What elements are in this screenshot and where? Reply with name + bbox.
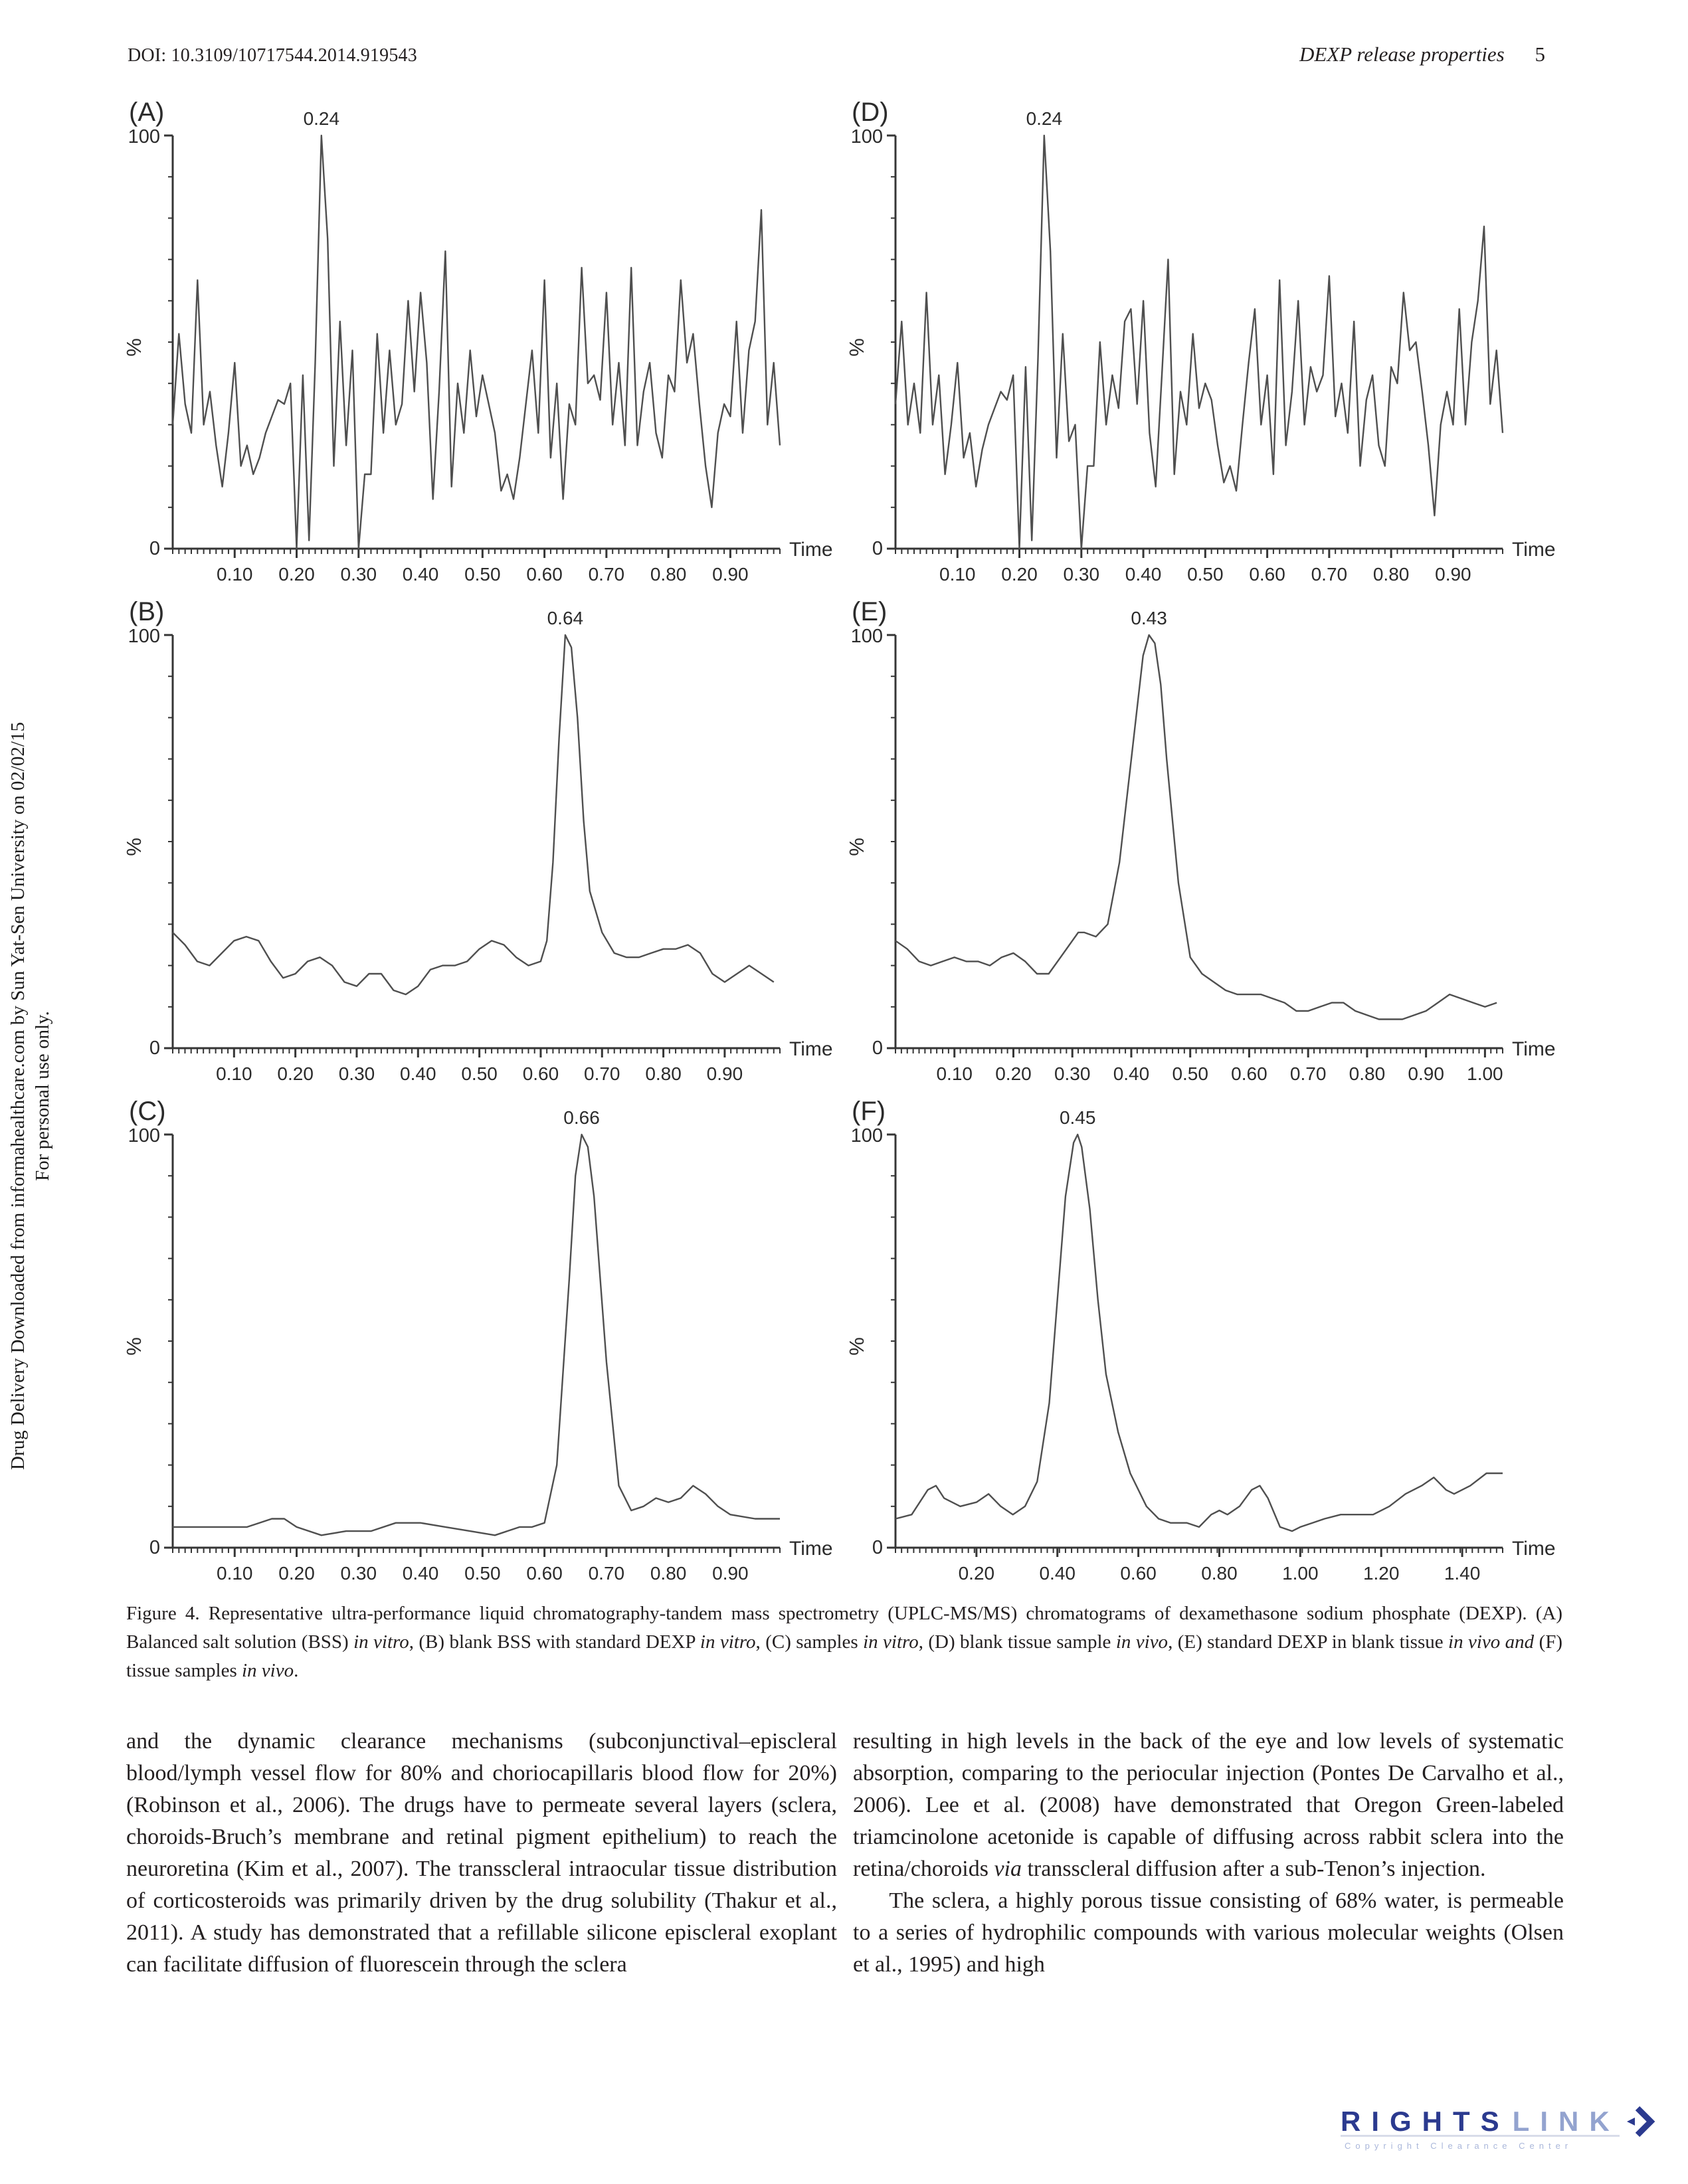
svg-text:0.10: 0.10 bbox=[936, 1063, 973, 1084]
chromatogram-svg-F bbox=[844, 1091, 1566, 1590]
svg-text:0.40: 0.40 bbox=[1113, 1063, 1150, 1084]
svg-text:0.10: 0.10 bbox=[939, 564, 976, 585]
body-paragraph-right-1: resulting in high levels in the back of the eye and low levels of systematic absorption, comparing to the periocular injection (Pontes De Carvalho et al., 2006). Lee et al. (2008) have demonstrated that Oregon Green-labeled triamcinolone acetonide is capable of diffusing across rabbit sclera into the retina/choroids via transscleral diffusion after a sub-Tenon’s injection. bbox=[853, 1729, 1564, 1881]
body-column-right bbox=[853, 1726, 1564, 1981]
svg-text:0.90: 0.90 bbox=[706, 1063, 743, 1084]
svg-text:0.24: 0.24 bbox=[1026, 108, 1063, 129]
download-notice-sidebar bbox=[6, 585, 56, 1607]
svg-text:0.30: 0.30 bbox=[1054, 1063, 1091, 1084]
svg-text:0.90: 0.90 bbox=[1435, 564, 1471, 585]
svg-text:100: 100 bbox=[850, 1125, 883, 1146]
svg-text:0.70: 0.70 bbox=[1289, 1063, 1327, 1084]
svg-text:0.80: 0.80 bbox=[1349, 1063, 1386, 1084]
rightslink-link-text: LINK bbox=[1512, 2106, 1620, 2137]
svg-text:Time: Time bbox=[789, 1038, 833, 1060]
svg-text:0: 0 bbox=[872, 1537, 883, 1558]
svg-text:Time: Time bbox=[789, 1538, 833, 1560]
svg-text:0.70: 0.70 bbox=[588, 1563, 625, 1584]
svg-text:0.10: 0.10 bbox=[216, 1063, 252, 1084]
svg-text:0.40: 0.40 bbox=[402, 1563, 439, 1584]
svg-text:0.40: 0.40 bbox=[1125, 564, 1162, 585]
rightslink-subtext: Copyright Clearance Center bbox=[1345, 2141, 1573, 2151]
svg-text:0.50: 0.50 bbox=[464, 564, 501, 585]
svg-text:Time: Time bbox=[1512, 539, 1556, 561]
svg-text:0: 0 bbox=[149, 1537, 160, 1558]
svg-text:1.20: 1.20 bbox=[1362, 1563, 1400, 1584]
svg-text:0.60: 0.60 bbox=[1249, 564, 1285, 585]
svg-text:0.10: 0.10 bbox=[217, 1563, 253, 1584]
svg-text:1.40: 1.40 bbox=[1444, 1563, 1481, 1584]
svg-text:Time: Time bbox=[1512, 1538, 1556, 1560]
svg-text:0.90: 0.90 bbox=[712, 1563, 749, 1584]
svg-text:0.50: 0.50 bbox=[461, 1063, 498, 1084]
svg-text:(A): (A) bbox=[129, 98, 165, 127]
chromatogram-panel-D bbox=[844, 92, 1566, 591]
chromatogram-panel-B bbox=[121, 591, 844, 1091]
svg-text:(B): (B) bbox=[129, 597, 165, 626]
svg-text:0.30: 0.30 bbox=[340, 564, 377, 585]
svg-text:%: % bbox=[122, 1337, 145, 1356]
svg-text:100: 100 bbox=[128, 1125, 160, 1146]
svg-text:%: % bbox=[845, 838, 868, 856]
svg-text:0.50: 0.50 bbox=[1172, 1063, 1208, 1084]
svg-text:0.30: 0.30 bbox=[1063, 564, 1100, 585]
page-number: 5 bbox=[1535, 43, 1545, 66]
svg-text:0.20: 0.20 bbox=[277, 1063, 314, 1084]
svg-text:(F): (F) bbox=[852, 1097, 886, 1126]
svg-text:Time: Time bbox=[789, 539, 833, 561]
svg-text:0: 0 bbox=[872, 538, 883, 559]
download-notice-line2: For personal use only. bbox=[32, 1011, 53, 1181]
svg-text:%: % bbox=[845, 1337, 868, 1356]
chromatogram-svg-D bbox=[844, 92, 1566, 591]
svg-text:0.90: 0.90 bbox=[712, 564, 749, 585]
svg-text:(C): (C) bbox=[129, 1097, 166, 1126]
svg-text:100: 100 bbox=[850, 126, 883, 147]
svg-text:0.10: 0.10 bbox=[217, 564, 253, 585]
rightslink-logo[interactable] bbox=[1341, 2104, 1653, 2151]
svg-text:0.30: 0.30 bbox=[340, 1563, 377, 1584]
chromatogram-svg-C bbox=[121, 1091, 844, 1590]
figure-caption: Figure 4. Representative ultra-performance liquid chromatography-tandem mass spectrometry (UPLC-MS/MS) chromatograms of dexamethasone sodium phosphate (DEXP). (A) Balanced salt solution (BSS) in vitro, (B) blank BSS with standard DEXP in vitro, (C) samples in vitro, (D) blank tissue sample in vivo, (E) standard DEXP in blank tissue in vivo and (F) tissue samples in vivo. bbox=[126, 1603, 1563, 1681]
svg-text:0: 0 bbox=[149, 538, 160, 559]
svg-text:0: 0 bbox=[872, 1038, 883, 1059]
svg-text:0.80: 0.80 bbox=[650, 1563, 687, 1584]
running-head bbox=[1299, 43, 1545, 66]
svg-text:(E): (E) bbox=[852, 597, 888, 626]
chromatogram-panel-F bbox=[844, 1091, 1566, 1590]
svg-text:0.50: 0.50 bbox=[464, 1563, 501, 1584]
svg-text:0.64: 0.64 bbox=[547, 608, 584, 628]
svg-text:0.80: 0.80 bbox=[645, 1063, 682, 1084]
svg-text:100: 100 bbox=[850, 626, 883, 647]
svg-text:1.00: 1.00 bbox=[1282, 1563, 1319, 1584]
svg-text:0.60: 0.60 bbox=[1231, 1063, 1267, 1084]
svg-text:%: % bbox=[122, 338, 145, 357]
svg-text:1.00: 1.00 bbox=[1467, 1063, 1503, 1084]
chromatogram-svg-E bbox=[844, 591, 1566, 1091]
body-paragraph-right-2: The sclera, a highly porous tissue consisting of 68% water, is permeable to a series of hydrophilic compounds with various molecular weights (Olsen et al., 1995) and high bbox=[853, 1888, 1564, 1977]
svg-text:0.80: 0.80 bbox=[1372, 564, 1410, 585]
svg-text:%: % bbox=[845, 338, 868, 357]
svg-text:%: % bbox=[122, 838, 145, 856]
svg-text:0.20: 0.20 bbox=[278, 1563, 315, 1584]
svg-text:0.60: 0.60 bbox=[1120, 1563, 1157, 1584]
svg-text:0.60: 0.60 bbox=[522, 1063, 559, 1084]
svg-text:0.40: 0.40 bbox=[400, 1063, 436, 1084]
chromatogram-panel-A bbox=[121, 92, 844, 591]
svg-text:0.90: 0.90 bbox=[1408, 1063, 1444, 1084]
svg-text:0: 0 bbox=[149, 1038, 160, 1059]
chromatogram-panel-C bbox=[121, 1091, 844, 1590]
download-notice-line1: Drug Delivery Downloaded from informahealthcare.com by Sun Yat-Sen University on 02/02/15 bbox=[7, 722, 29, 1470]
svg-text:0.20: 0.20 bbox=[1001, 564, 1038, 585]
svg-text:Time: Time bbox=[1512, 1038, 1556, 1060]
svg-text:0.30: 0.30 bbox=[338, 1063, 375, 1084]
svg-text:0.66: 0.66 bbox=[563, 1107, 600, 1128]
svg-text:(D): (D) bbox=[852, 98, 889, 127]
svg-text:0.60: 0.60 bbox=[526, 564, 563, 585]
svg-text:0.40: 0.40 bbox=[1039, 1563, 1076, 1584]
svg-text:0.80: 0.80 bbox=[650, 564, 687, 585]
rightslink-arrow-icon bbox=[1622, 2104, 1656, 2139]
figure-4-panels bbox=[121, 92, 1566, 1590]
body-paragraph-left: and the dynamic clearance mechanisms (subconjunctival–episcleral blood/lymph vessel flow for 80% and choriocapillaris blood flow for 20%) (Robinson et al., 2006). The drugs have to permeate several layers (sclera, choroids-Bruch’s membrane and retinal pigment epithelium) to reach the neuroretina (Kim et al., 2007). The transscleral intraocular tissue distribution of corticosteroids was primarily driven by the drug solubility (Thakur et al., 2011). A study has demonstrated that a refillable silicone episcleral exoplant can facilitate diffusion of fluorescein through the sclera bbox=[126, 1729, 837, 1977]
svg-text:0.43: 0.43 bbox=[1131, 608, 1167, 628]
svg-text:0.20: 0.20 bbox=[958, 1563, 995, 1584]
svg-text:0.70: 0.70 bbox=[1311, 564, 1348, 585]
svg-text:0.80: 0.80 bbox=[1201, 1563, 1238, 1584]
running-head-title: DEXP release properties bbox=[1299, 43, 1505, 66]
svg-text:0.70: 0.70 bbox=[588, 564, 625, 585]
svg-text:100: 100 bbox=[128, 626, 160, 647]
rightslink-rights-text: RIGHTS bbox=[1341, 2106, 1510, 2137]
svg-text:100: 100 bbox=[128, 126, 160, 147]
doi-text: DOI: 10.3109/10717544.2014.919543 bbox=[128, 45, 417, 66]
svg-text:0.70: 0.70 bbox=[584, 1063, 620, 1084]
body-column-left bbox=[126, 1726, 837, 1981]
svg-text:0.50: 0.50 bbox=[1187, 564, 1224, 585]
chromatogram-svg-A bbox=[121, 92, 844, 591]
svg-text:0.60: 0.60 bbox=[526, 1563, 563, 1584]
svg-text:0.20: 0.20 bbox=[995, 1063, 1032, 1084]
svg-text:0.45: 0.45 bbox=[1059, 1107, 1096, 1128]
svg-text:0.40: 0.40 bbox=[402, 564, 439, 585]
chromatogram-svg-B bbox=[121, 591, 844, 1091]
svg-text:0.24: 0.24 bbox=[303, 108, 340, 129]
chromatogram-panel-E bbox=[844, 591, 1566, 1091]
svg-text:0.20: 0.20 bbox=[278, 564, 315, 585]
rightslink-wordmark bbox=[1341, 2104, 1653, 2139]
